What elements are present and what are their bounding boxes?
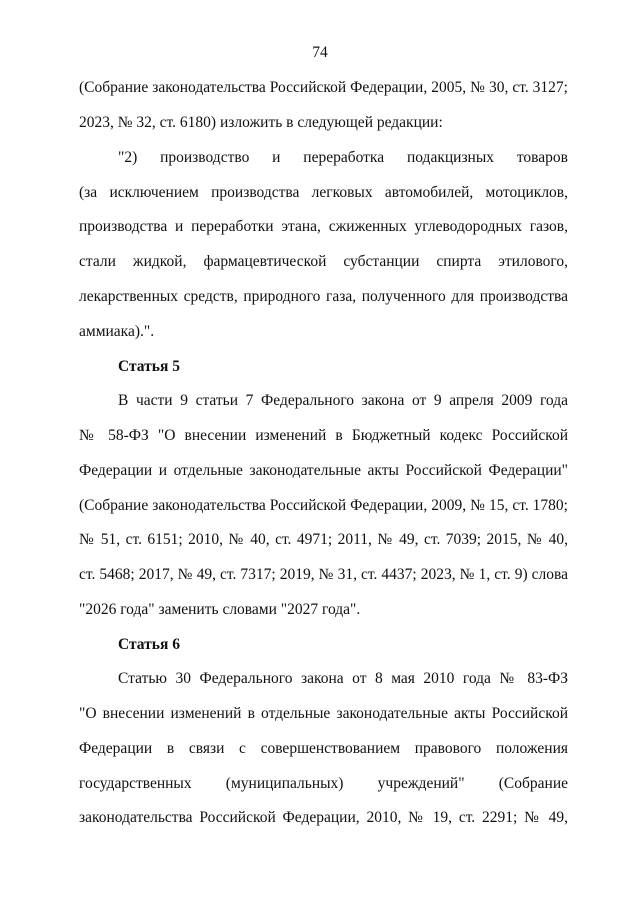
text-line: лекарственных средств, природного газа, полученного для производства [79, 288, 568, 305]
text-line: (Собрание законодательства Российской Федерации, 2009, № 15, ст. 1780; [79, 497, 568, 514]
text-line: Федерации в связи с совершенствованием правового положения [79, 740, 568, 757]
text-line: законодательства Российской Федерации, 2010, № 19, ст. 2291; № 49, [79, 809, 568, 826]
text-line: стали жидкой, фармацевтической субстанции спирта этилового, [79, 253, 568, 270]
text-line: "О внесении изменений в отдельные законодательные акты Российской [79, 705, 568, 722]
text-line: Федерации и отдельные законодательные акты Российской Федерации" [79, 462, 568, 479]
page-number: 74 [312, 44, 328, 61]
text-line: ст. 5468; 2017, № 49, ст. 7317; 2019, № 31, ст. 4437; 2023, № 1, ст. 9) слова [79, 566, 568, 583]
text-line: государственных (муниципальных) учреждений" (Собрание [79, 775, 568, 792]
text-line: 2023, № 32, ст. 6180) изложить в следующей редакции: [79, 114, 443, 131]
text-line: № 58-ФЗ "О внесении изменений в Бюджетный кодекс Российской [79, 427, 568, 444]
text-line: "2) производство и переработка подакцизных товаров [118, 149, 568, 166]
text-line: Статью 30 Федерального закона от 8 мая 2010 года № 83-ФЗ [118, 670, 568, 687]
article-heading: Статья 6 [118, 636, 180, 653]
article-heading: Статья 5 [118, 358, 180, 375]
text-line: аммиака).". [79, 323, 155, 340]
text-line: (за исключением производства легковых автомобилей, мотоциклов, [79, 184, 568, 201]
text-line: (Собрание законодательства Российской Федерации, 2005, № 30, ст. 3127; [79, 79, 568, 96]
text-line: № 51, ст. 6151; 2010, № 40, ст. 4971; 2011, № 49, ст. 7039; 2015, № 40, [79, 531, 568, 548]
text-line: "2026 года" заменить словами "2027 года". [79, 601, 361, 618]
text-line: В части 9 статьи 7 Федерального закона от 9 апреля 2009 года [118, 392, 568, 409]
text-line: производства и переработки этана, сжиженных углеводородных газов, [79, 218, 568, 235]
